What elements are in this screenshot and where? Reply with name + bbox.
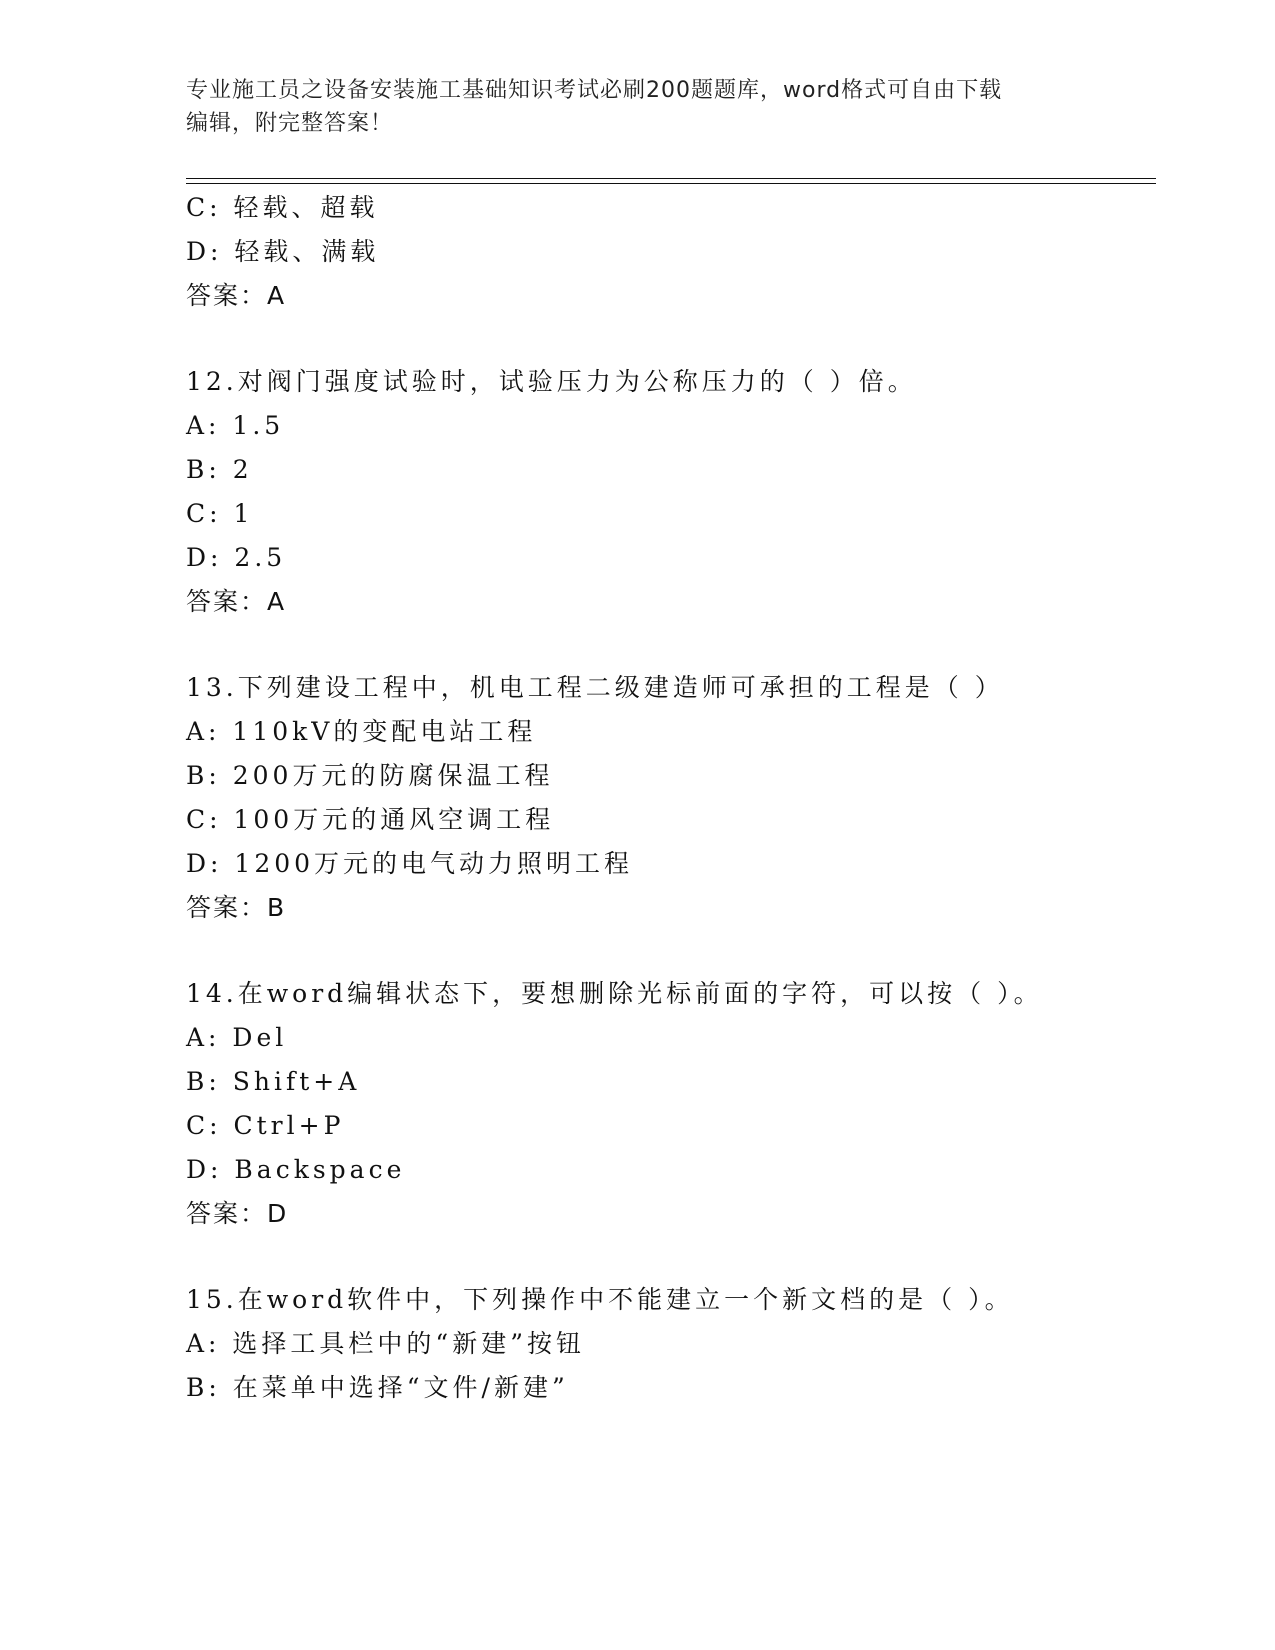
question-stem: 15.在word软件中，下列操作中不能建立一个新文档的是（ ）。 (186, 1285, 1014, 1314)
option-b: B: 200万元的防腐保温工程 (186, 761, 554, 790)
header-line-2: 编辑，附完整答案！ (186, 111, 394, 136)
option-b: B: 2 (186, 455, 253, 484)
header-divider-bottom (186, 183, 1156, 184)
option-a: A: 选择工具栏中的“新建”按钮 (186, 1329, 585, 1358)
answer-line: 答案：A (186, 587, 287, 616)
option-a: A: Del (186, 1023, 288, 1052)
option-b: B: Shift+A (186, 1067, 361, 1096)
question-stem: 12.对阀门强度试验时，试验压力为公称压力的（ ）倍。 (186, 367, 917, 396)
document-header (186, 74, 1066, 140)
option-d: D: Backspace (186, 1155, 406, 1184)
option-c: C: 轻载、超载 (186, 193, 379, 222)
option-c: C: 1 (186, 499, 254, 528)
option-d: D: 轻载、满载 (186, 237, 380, 266)
option-a: A: 1.5 (186, 411, 285, 440)
answer-line: 答案：A (186, 281, 287, 310)
option-a: A: 110kV的变配电站工程 (186, 717, 537, 746)
answer-line: 答案：D (186, 1199, 289, 1228)
option-d: D: 1200万元的电气动力照明工程 (186, 849, 634, 878)
question-stem: 14.在word编辑状态下，要想删除光标前面的字符，可以按（ ）。 (186, 979, 1043, 1008)
option-b: B: 在菜单中选择“文件/新建” (186, 1373, 569, 1402)
header-divider-top (186, 178, 1156, 179)
option-c: C: Ctrl+P (186, 1111, 345, 1140)
option-c: C: 100万元的通风空调工程 (186, 805, 555, 834)
answer-line: 答案：B (186, 893, 287, 922)
header-line-1: 专业施工员之设备安装施工基础知识考试必刷200题题库，word格式可自由下载 (186, 78, 1003, 103)
option-d: D: 2.5 (186, 543, 287, 572)
question-stem: 13.下列建设工程中，机电工程二级建造师可承担的工程是（ ） (186, 673, 1004, 702)
